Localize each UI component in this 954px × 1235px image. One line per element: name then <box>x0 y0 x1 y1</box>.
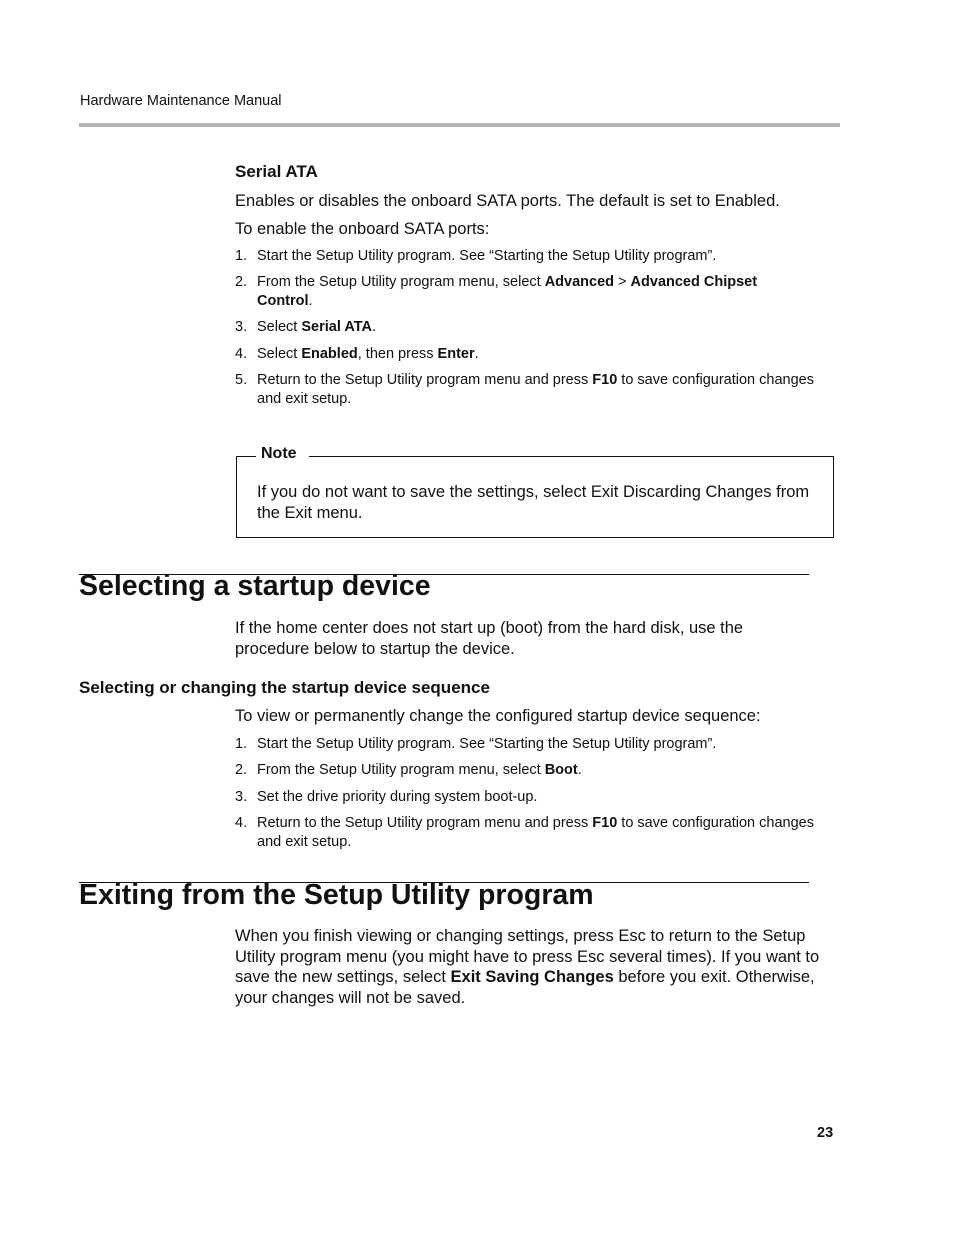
list-text <box>235 273 815 311</box>
text-run: Select <box>257 346 302 362</box>
list-item <box>235 788 815 807</box>
text-run: , then press <box>357 346 438 362</box>
text-run: Start the Setup Utility program. See “Starting the Setup Utility program”. <box>257 736 717 752</box>
text-run: to save configuration changes and exit setup. <box>257 815 814 850</box>
list-item <box>235 814 815 852</box>
startup-intro: If the home center does not start up (boot) from the hard disk, use the procedure below to startup the device. <box>235 619 744 658</box>
startup-heading: Selecting a startup device <box>79 570 431 602</box>
text-run: From the Setup Utility program menu, select <box>257 274 545 290</box>
list-item <box>235 247 815 266</box>
bold-term: Enabled <box>301 346 358 362</box>
note-text: If you do not want to save the settings, select Exit Discarding Changes from the Exit menu. <box>257 483 810 522</box>
list-number: 3. <box>235 319 248 335</box>
list-text <box>235 761 815 780</box>
bold-term: Serial ATA <box>301 319 372 335</box>
bold-term: Exit Saving Changes <box>450 968 614 986</box>
text-run: . <box>474 346 479 362</box>
text-run: Return to the Setup Utility program menu and press <box>257 372 593 388</box>
exiting-paragraph <box>235 926 840 1008</box>
list-number: 2. <box>235 762 248 778</box>
bold-term: Advanced <box>544 274 615 290</box>
text-run: > <box>614 274 631 290</box>
list-number: 2. <box>235 274 248 290</box>
list-number: 3. <box>235 789 248 805</box>
text-run: Return to the Setup Utility program menu and press <box>257 815 593 831</box>
list-item <box>235 735 815 754</box>
list-text <box>235 371 815 409</box>
list-item <box>235 761 815 780</box>
bold-term: F10 <box>592 372 618 388</box>
bold-term: Boot <box>544 762 578 778</box>
running-header: Hardware Maintenance Manual <box>80 93 282 109</box>
header-rule <box>79 123 840 127</box>
startup-lead: To view or permanently change the configured startup device sequence: <box>235 707 761 725</box>
list-item <box>235 345 815 364</box>
exiting-heading: Exiting from the Setup Utility program <box>79 879 594 911</box>
text-run: . <box>577 762 582 778</box>
list-text <box>235 247 815 266</box>
text-run: Start the Setup Utility program. See “Starting the Setup Utility program”. <box>257 248 717 264</box>
bold-term: Enter <box>437 346 475 362</box>
list-text <box>235 345 815 364</box>
list-item <box>235 371 815 409</box>
bold-term: Advanced Chipset Control <box>257 274 758 309</box>
text-run: Select <box>257 319 302 335</box>
note-label: Note <box>256 445 309 463</box>
startup-subheading: Selecting or changing the startup device sequence <box>79 678 490 697</box>
page-number: 23 <box>817 1125 834 1141</box>
text-run: . <box>308 293 313 309</box>
text-run: to save configuration changes and exit setup. <box>257 372 814 407</box>
list-item <box>235 273 815 311</box>
text-run: Set the drive priority during system boot-up. <box>257 789 538 805</box>
serial-ata-intro: Enables or disables the onboard SATA ports. The default is set to Enabled. <box>235 192 780 210</box>
list-text <box>235 318 815 337</box>
text-run: From the Setup Utility program menu, select <box>257 762 545 778</box>
serial-ata-heading: Serial ATA <box>235 162 318 181</box>
list-item <box>235 318 815 337</box>
text-run: before you exit. Otherwise, your changes will not be saved. <box>235 968 815 1007</box>
text-run: . <box>371 319 377 335</box>
serial-ata-lead: To enable the onboard SATA ports: <box>235 220 490 238</box>
list-number: 1. <box>235 736 248 752</box>
list-text <box>235 788 815 807</box>
list-number: 4. <box>235 815 248 831</box>
bold-term: F10 <box>592 815 618 831</box>
list-number: 1. <box>235 248 248 264</box>
list-number: 4. <box>235 346 248 362</box>
list-text <box>235 735 815 754</box>
list-text <box>235 814 815 852</box>
list-number: 5. <box>235 372 248 388</box>
text-run: When you finish viewing or changing settings, press Esc to return to the Setup Utility program menu (you might have to press Esc several times). If you want to save the new settings, select <box>235 927 820 986</box>
